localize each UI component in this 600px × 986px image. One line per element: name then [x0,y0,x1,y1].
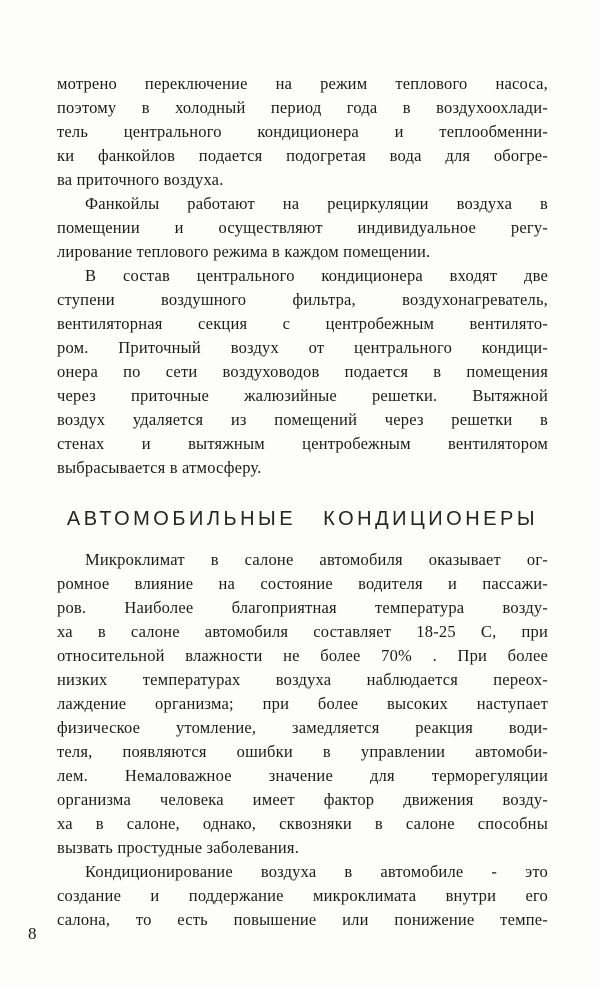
text-line: поэтому в холодный период года в воздухоохлади- [57,98,548,117]
section-heading: АВТОМОБИЛЬНЫЕ КОНДИЦИОНЕРЫ [66,508,539,530]
text-line: создание и поддержание микроклимата внутри его [57,886,548,905]
text-line: организма человека имеет фактор движения возду- [57,790,548,809]
text-line: онера по сети воздуховодов подается в помещения [57,362,548,381]
text-line: ров. Наиболее благоприятная температура возду- [57,598,548,617]
text-line: физическое утомление, замедляется реакция води- [57,718,548,737]
text-line: лем. Немаловажное значение для терморегуляции [57,766,548,785]
text-line: ромное влияние на состояние водителя и пассажи- [57,574,548,593]
page-number: 8 [28,924,37,943]
text-line: ха в салоне автомобиля составляет 18-25 С, при [57,622,548,641]
text-line: вентиляторная секция с центробежным вентилято- [57,314,548,333]
text-line: стенах и вытяжным центробежным вентилятором [57,434,548,453]
text-line: лаждение организма; при более высоких наступает [57,694,548,713]
text-line: ступени воздушного фильтра, воздухонагреватель, [57,290,548,309]
text-line: мотрено переключение на режим теплового насоса, [57,74,548,93]
text-line: воздух удаляется из помещений через решетки в [57,410,548,429]
text-line: ки фанкойлов подается подогретая вода для обогре- [57,146,548,165]
text-line: В состав центрального кондиционера входят две [85,266,548,285]
text-block-before-heading [57,72,548,480]
text-line: Фанкойлы работают на рециркуляции воздуха в [85,194,548,213]
text-line: ва приточного воздуха. [57,170,224,189]
text-line: теля, появляются ошибки в управлении автомоби- [57,742,548,761]
text-line: через приточные жалюзийные решетки. Вытяжной [57,386,548,405]
paragraph [57,192,548,264]
text-line: Микроклимат в салоне автомобиля оказывает ог- [85,550,548,569]
text-line: тель центрального кондиционера и теплообменни- [57,122,548,141]
text-line: Кондиционирование воздуха в автомобиле - это [85,862,548,881]
text-line: ха в салоне, однако, сквозняки в салоне способны [57,814,548,833]
text-block-after-heading [57,548,548,932]
paragraph [57,72,548,192]
text-line: лирование теплового режима в каждом помещении. [57,242,431,261]
text-line: низких температурах воздуха наблюдается переох- [57,670,548,689]
text-line: выбрасывается в атмосферу. [57,458,262,477]
text-line: вызвать простудные заболевания. [57,838,300,857]
text-line: помещении и осуществляют индивидуальное регу- [57,218,548,237]
paragraph [57,264,548,480]
text-line: относительной влажности не более 70% . При более [57,646,548,665]
text-line: ром. Приточный воздух от центрального кондици- [57,338,548,357]
text-line: салона, то есть повышение или понижение темпе- [57,910,548,929]
paragraph [57,860,548,932]
paragraph [57,548,548,860]
